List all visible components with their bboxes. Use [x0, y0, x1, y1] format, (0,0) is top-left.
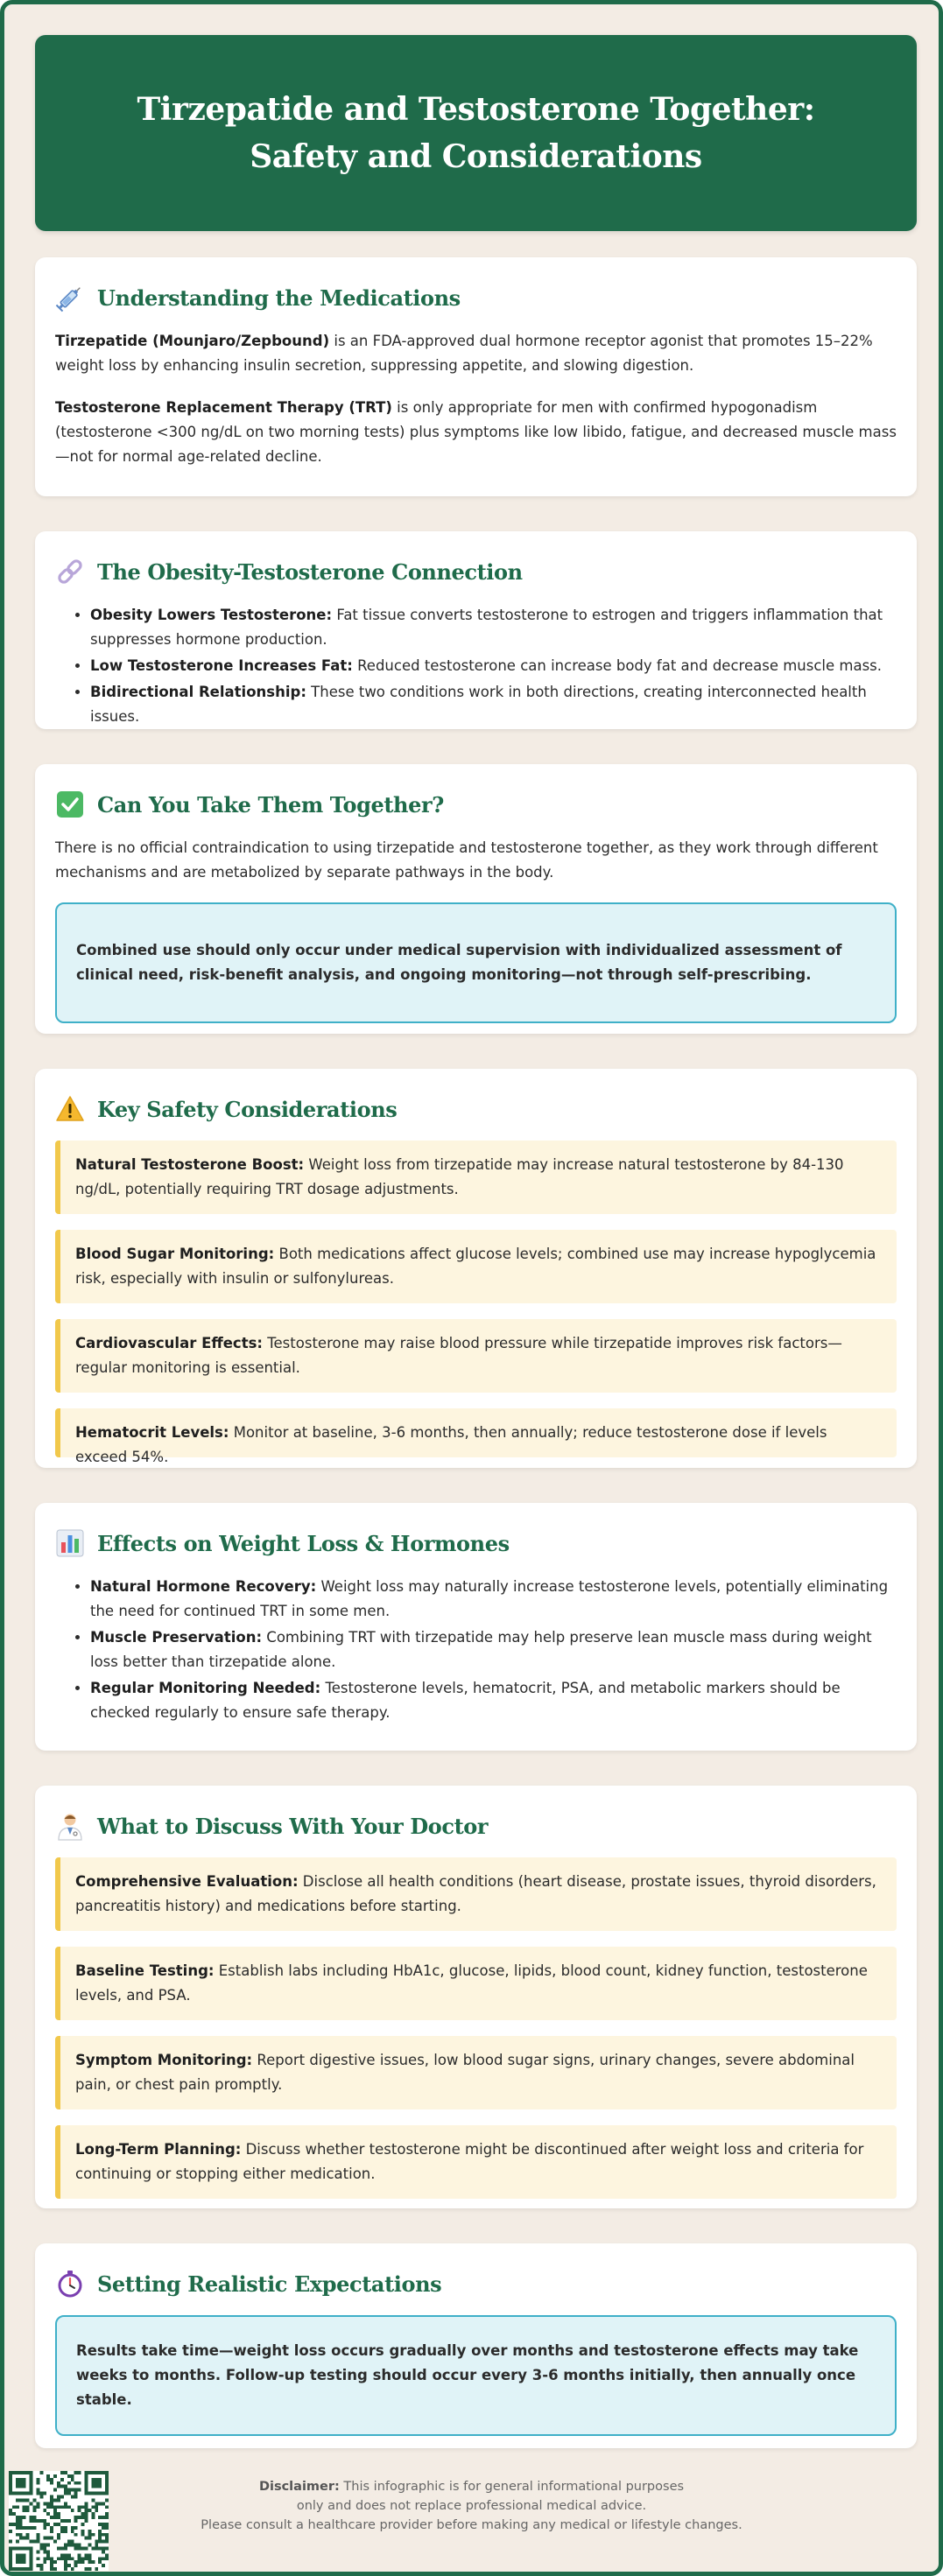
doctor-icon	[55, 1811, 85, 1841]
link-icon	[55, 557, 85, 586]
item-bold: Obesity Lowers Testosterone:	[90, 607, 333, 623]
item-text: Testosterone may raise blood pressure while tirzepatide improves risk factors—regular monitoring is essential.	[75, 1335, 842, 1376]
item-text: Monitor at baseline, 3-6 months, then annually; reduce testosterone dose if levels exceed 54%.	[75, 1424, 827, 1465]
safety-item	[55, 1141, 897, 1214]
section-heading: Setting Realistic Expectations	[97, 2271, 442, 2297]
section-heading: Effects on Weight Loss & Hormones	[97, 1530, 510, 1556]
section-safety	[35, 1069, 917, 1468]
disclaimer-line: Please consult a healthcare provider before making any medical or lifestyle changes.	[201, 2518, 742, 2532]
item-text: Discuss whether testosterone might be discontinued after weight loss and criteria for continuing or stopping either medication.	[75, 2141, 864, 2182]
supervision-callout: Combined use should only occur under medical supervision with individualized assessment of clinical need, risk-benefit analysis, and ongoing monitoring—not through self-prescribing.	[55, 902, 897, 1023]
section-effects	[35, 1503, 917, 1751]
item-bold: Hematocrit Levels:	[75, 1424, 229, 1441]
item-bold: Baseline Testing:	[75, 1962, 215, 1979]
item-bold: Symptom Monitoring:	[75, 2052, 253, 2068]
section-heading: Can You Take Them Together?	[97, 791, 444, 818]
safety-item	[55, 1408, 897, 1465]
section-doctor	[35, 1786, 917, 2208]
footer	[4, 2468, 939, 2573]
item-text: Reduced testosterone can increase body fat and decrease muscle mass.	[352, 657, 883, 674]
item-text: Both medications affect glucose levels; combined use may increase hypoglycemia risk, especially with insulin or sulfonylureas.	[75, 1246, 876, 1287]
list-item	[90, 603, 897, 652]
section-connection	[35, 531, 917, 729]
check-mark-icon	[55, 790, 85, 819]
section-understanding	[35, 257, 917, 496]
item-text: Testosterone levels, hematocrit, PSA, and metabolic markers should be checked regularly to ensure safe therapy.	[90, 1680, 841, 1721]
disclaimer	[4, 2477, 939, 2535]
disclaimer-label: Disclaimer:	[258, 2480, 340, 2494]
bar-chart-icon	[55, 1528, 85, 1558]
connection-list	[55, 603, 897, 729]
list-item	[90, 1575, 897, 1624]
together-paragraph: There is no official contraindication to using tirzepatide and testosterone together, as they work through different mechanisms and are metabolized by separate pathways in the body.	[55, 839, 878, 881]
section-header	[55, 1526, 897, 1561]
item-bold: Bidirectional Relationship:	[90, 684, 306, 700]
item-bold: Natural Testosterone Boost:	[75, 1156, 305, 1173]
doctor-item	[55, 1947, 897, 2020]
section-heading: Understanding the Medications	[97, 284, 461, 311]
paragraph-bold: Testosterone Replacement Therapy (TRT)	[55, 399, 392, 416]
disclaimer-line: only and does not replace professional medical advice.	[296, 2499, 647, 2513]
paragraph-text: is only appropriate for men with confirmed hypogonadism (testosterone <300 ng/dL on two morning tests) plus symptoms like low libido, fatigue, and decreased muscle mass—not for normal age-related decline.	[55, 399, 897, 465]
page-title: Tirzepatide and Testosterone Together: Safety and Considerations	[137, 91, 815, 175]
qr-code-icon[interactable]	[9, 2471, 109, 2571]
item-text: Report digestive issues, low blood sugar signs, urinary changes, severe abdominal pain, or chest pain promptly.	[75, 2052, 855, 2093]
trt-paragraph	[55, 396, 897, 469]
list-item	[90, 680, 897, 729]
item-text: Establish labs including HbA1c, glucose, lipids, blood count, kidney function, testosterone levels, and PSA.	[75, 1962, 868, 2004]
section-header	[55, 1808, 897, 1843]
item-text: Fat tissue converts testosterone to estrogen and triggers inflammation that suppresses hormone production.	[90, 607, 883, 648]
section-heading: The Obesity-Testosterone Connection	[97, 558, 523, 585]
item-bold: Natural Hormone Recovery:	[90, 1578, 317, 1595]
disclaimer-line	[4, 2477, 939, 2496]
item-text: Weight loss from tirzepatide may increase natural testosterone by 84-130 ng/dL, potentially requiring TRT dosage adjustments.	[75, 1156, 844, 1197]
paragraph-text: is an FDA-approved dual hormone receptor agonist that promotes 15–22% weight loss by enhancing insulin secretion, suppressing appetite, and slowing digestion.	[55, 333, 873, 374]
disclaimer-text: This infographic is for general informational purposes	[339, 2480, 685, 2494]
section-together	[35, 764, 917, 1034]
section-header	[55, 554, 897, 589]
item-text: Weight loss may naturally increase testosterone levels, potentially eliminating the need for continued TRT in some men.	[90, 1578, 889, 1619]
doctor-item	[55, 1857, 897, 1931]
section-heading: Key Safety Considerations	[97, 1096, 398, 1122]
tirzepatide-paragraph	[55, 329, 897, 378]
list-item	[90, 654, 897, 678]
item-bold: Cardiovascular Effects:	[75, 1335, 264, 1351]
expectations-callout: Results take time—weight loss occurs gradually over months and testosterone effects may take weeks to months. Follow-up testing should occur every 3-6 months initially, then annually once stable.	[55, 2315, 897, 2436]
section-header	[55, 787, 897, 822]
list-item	[90, 1676, 897, 1725]
safety-item	[55, 1230, 897, 1303]
item-bold: Blood Sugar Monitoring:	[75, 1246, 275, 1262]
doctor-item	[55, 2036, 897, 2109]
warning-icon	[55, 1094, 85, 1124]
item-bold: Muscle Preservation:	[90, 1629, 263, 1646]
item-text: Disclose all health conditions (heart disease, prostate issues, thyroid disorders, pancreatitis history) and medications before starting.	[75, 1873, 876, 1914]
item-bold: Regular Monitoring Needed:	[90, 1680, 321, 1696]
doctor-item	[55, 2125, 897, 2199]
title-banner	[35, 35, 917, 231]
paragraph-bold: Tirzepatide (Mounjaro/Zepbound)	[55, 333, 330, 349]
list-item	[90, 1625, 897, 1674]
section-expectations	[35, 2243, 917, 2448]
item-text: Combining TRT with tirzepatide may help preserve lean muscle mass during weight loss better than tirzepatide alone.	[90, 1629, 872, 1670]
stopwatch-icon	[55, 2269, 85, 2299]
section-header	[55, 1091, 897, 1127]
section-header	[55, 280, 897, 315]
item-bold: Long-Term Planning:	[75, 2141, 242, 2158]
section-header	[55, 2266, 897, 2301]
item-text: These two conditions work in both directions, creating interconnected health issues.	[90, 684, 867, 725]
effects-list	[55, 1575, 897, 1725]
section-heading: What to Discuss With Your Doctor	[97, 1813, 489, 1839]
syringe-icon	[55, 283, 85, 312]
safety-item	[55, 1319, 897, 1393]
item-bold: Low Testosterone Increases Fat:	[90, 657, 353, 674]
item-bold: Comprehensive Evaluation:	[75, 1873, 299, 1890]
